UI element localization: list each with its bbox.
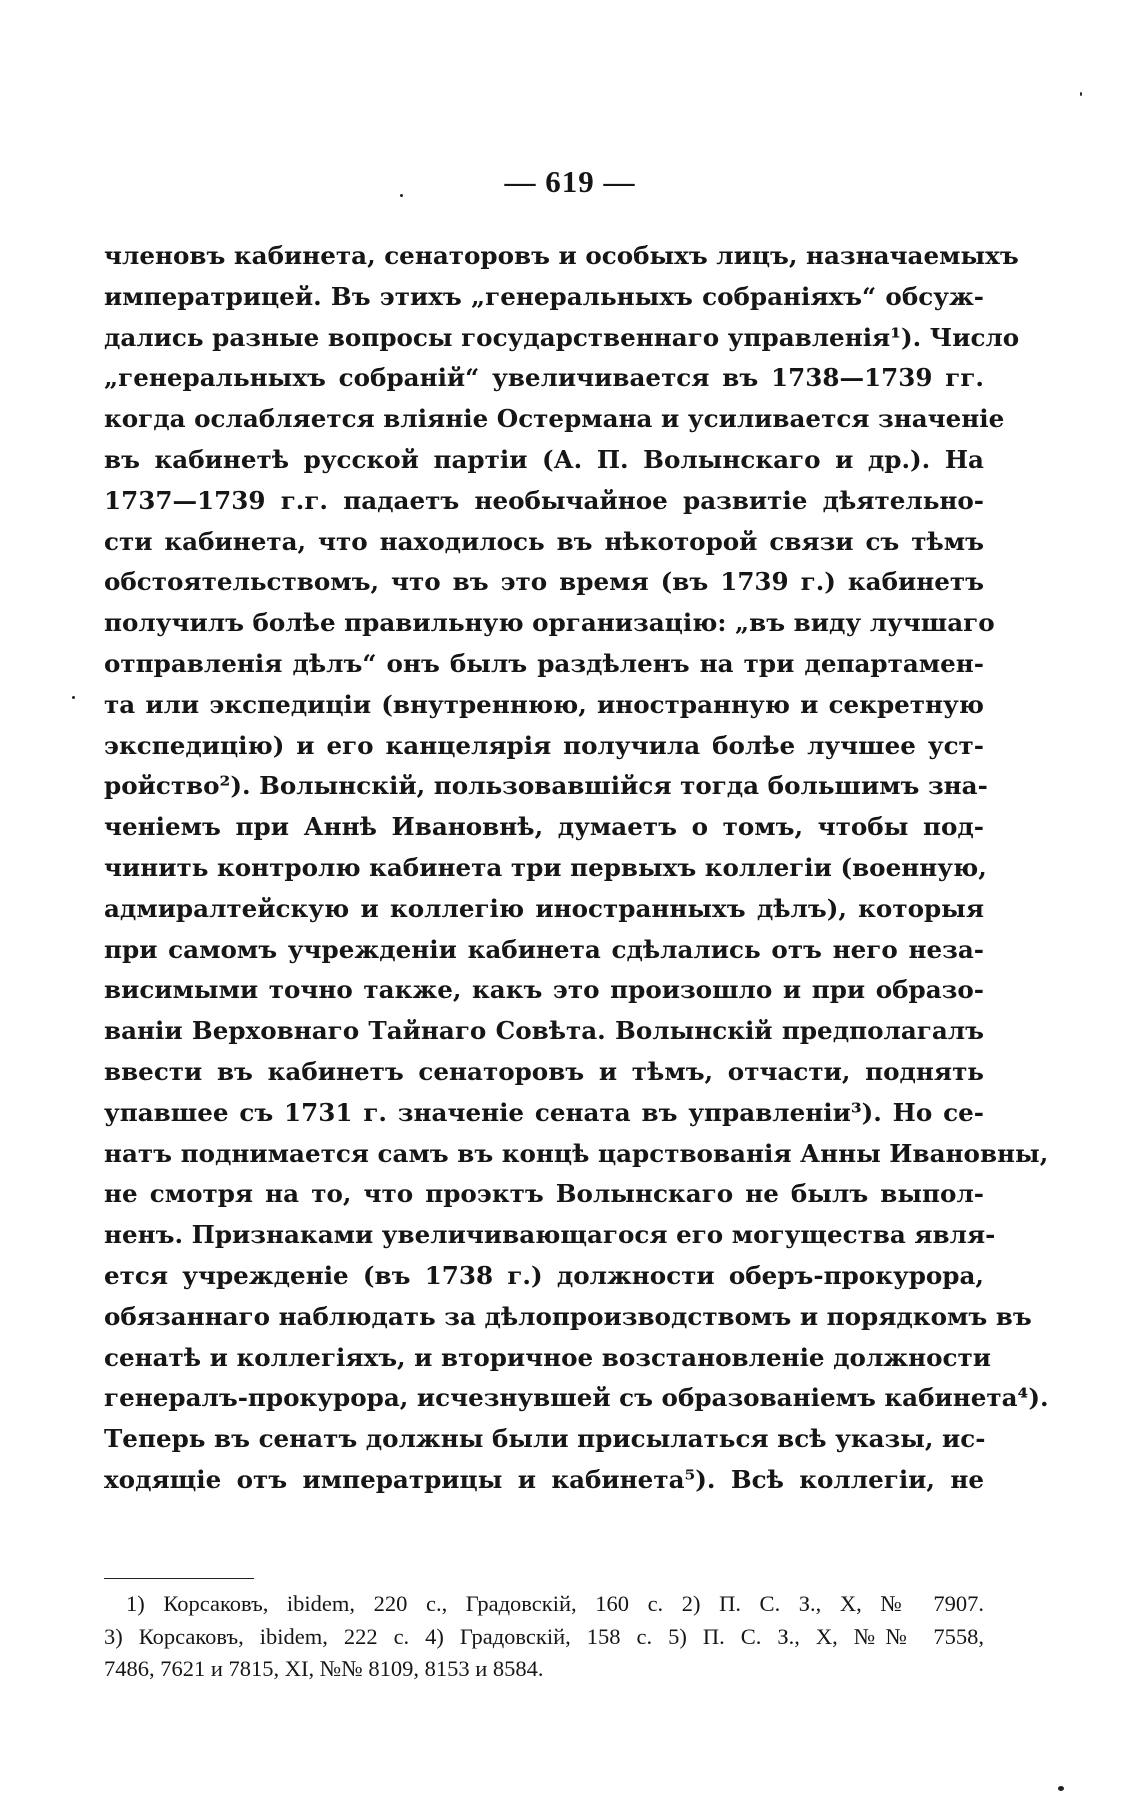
text-line: ходящіе отъ императрицы и кабинета⁵). Всѣ коллегіи, не: [104, 1464, 984, 1494]
scan-speck: [1080, 92, 1082, 96]
text-line: ввести въ кабинетъ сенаторовъ и тѣмъ, отчасти, поднять: [104, 1056, 984, 1086]
scan-speck: [1058, 1786, 1064, 1791]
text-line: получилъ болѣе правильную организацію: „въ виду лучшаго: [104, 608, 995, 638]
text-line: дались разные вопросы государственнаго управленія¹). Число: [104, 322, 1020, 352]
text-line: ченіемъ при Аннѣ Ивановнѣ, думаетъ о томъ, чтобы под-: [104, 812, 984, 842]
text-line: чинить контролю кабинета три первыхъ коллегіи (военную,: [104, 852, 987, 882]
text-line: обязаннаго наблюдать за дѣлопроизводствомъ и порядкомъ въ: [104, 1301, 1032, 1331]
text-line: въ кабинетѣ русской партіи (А. П. Волынскаго и др.). На: [104, 444, 984, 474]
footnote-line: 7486, 7621 и 7815, XI, №№ 8109, 8153 и 8584.: [104, 1656, 544, 1682]
text-line: экспедицію) и его канцелярія получила болѣе лучшее уст-: [104, 730, 984, 760]
text-line: висимыми точно также, какъ это произошло и при образо-: [104, 975, 984, 1005]
text-line: ройство²). Волынскій, пользовавшійся тогда большимъ зна-: [104, 771, 988, 801]
footnote-line: 1) Корсаковъ, ibidem, 220 с., Градовскій, 160 с. 2) П. С. З., X, № 7907.: [126, 1591, 984, 1616]
text-line: сти кабинета, что находилось въ нѣкоторой связи съ тѣмъ: [104, 526, 984, 556]
text-line: императрицей. Въ этихъ „генеральныхъ собраніяхъ“ обсуж-: [104, 281, 984, 311]
text-line: ваніи Верховнаго Тайнаго Совѣта. Волынскій предполагалъ: [104, 1016, 984, 1046]
text-line: упавшее съ 1731 г. значеніе сената въ управленіи³). Но се-: [104, 1097, 984, 1127]
footnote-line: 3) Корсаковъ, ibidem, 222 с. 4) Градовскій, 158 с. 5) П. С. З., X, №№ 7558,: [104, 1623, 984, 1649]
text-line: ется учрежденіе (въ 1738 г.) должности оберъ-прокурора,: [104, 1260, 984, 1290]
text-line: ненъ. Признаками увеличивающагося его могущества явля-: [104, 1220, 996, 1250]
text-line: членовъ кабинета, сенаторовъ и особыхъ лицъ, назначаемыхъ: [104, 241, 1019, 270]
text-line: обстоятельствомъ, что въ это время (въ 1739 г.) кабинетъ: [104, 567, 984, 597]
scan-speck: [400, 194, 403, 197]
text-line: генералъ-прокурора, исчезнувшей съ образованіемъ кабинета⁴).: [104, 1383, 1049, 1413]
text-line: не смотря на то, что проэктъ Волынскаго не былъ выпол-: [104, 1179, 984, 1209]
scan-speck: [72, 696, 75, 699]
text-line: 1737—1739 г.г. падаетъ необычайное развитіе дѣятельно-: [104, 485, 984, 515]
text-line: сенатѣ и коллегіяхъ, и вторичное возстановленіе должности: [104, 1342, 991, 1372]
text-line: отправленія дѣлъ“ онъ былъ раздѣленъ на три департамен-: [104, 648, 984, 678]
text-line: та или экспедиціи (внутреннюю, иностранную и секретную: [104, 689, 984, 719]
text-line: когда ослабляется вліяніе Остермана и усиливается значеніе: [104, 404, 1005, 434]
footnote-divider: [104, 1578, 254, 1579]
footnotes: [104, 1588, 984, 1686]
text-line: при самомъ учрежденіи кабинета сдѣлались отъ него неза-: [104, 934, 984, 964]
text-line: Теперь въ сенатъ должны были присылаться всѣ указы, ис-: [104, 1424, 986, 1454]
page-number: — 619 —: [504, 164, 636, 199]
text-line: натъ поднимается самъ въ концѣ царствованія Анны Ивановны,: [104, 1138, 1049, 1168]
text-line: „генеральныхъ собраній“ увеличивается въ 1738—1739 гг.: [104, 363, 984, 393]
text-line: адмиралтейскую и коллегію иностранныхъ дѣлъ), которыя: [104, 893, 984, 923]
body-text: [104, 236, 1049, 1501]
